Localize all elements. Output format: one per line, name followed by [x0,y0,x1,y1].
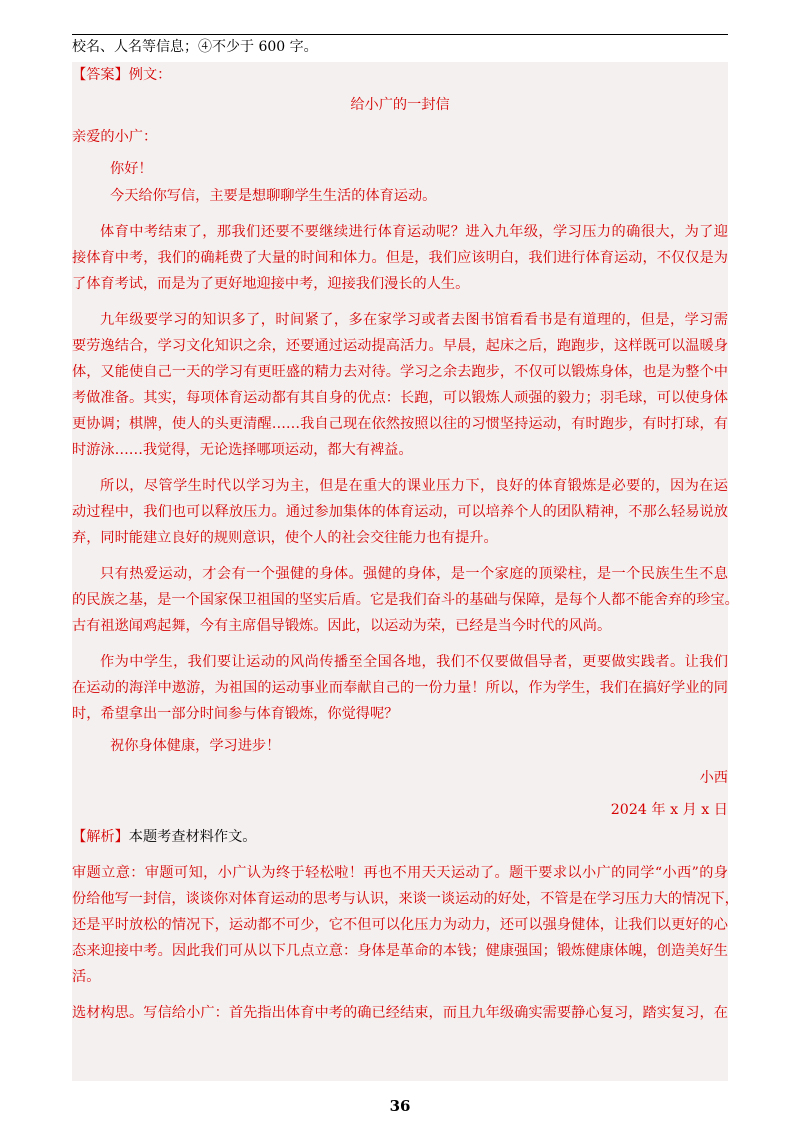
analysis-line: 选材构思。写信给小广：首先指出体育中考的确已经结束，而且九年级确实需要静心复习，踏实复习，在 [72,1005,728,1021]
analysis-tag: 【解析】 [72,829,129,845]
answer-heading [72,62,171,88]
essay-line: 体育中考结束了，那我们还要不要继续进行体育运动呢？进入九年级，学习压力的确很大，为了迎 [100,224,728,240]
essay-line: 动过程中，我们也可以释放压力。通过参加集体的体育运动，可以培养个人的团队精神，不那么轻易说放 [72,504,728,520]
essay-line: 了体育考试，而是为了更好地迎接中考，迎接我们漫长的人生。 [72,276,470,292]
closing-wish: 祝你身体健康，学习进步！ [110,738,281,754]
signature: 小西 [699,770,728,786]
analysis-intro: 本题考查材料作文。 [128,829,257,845]
essay-line: 九年级要学习的知识多了，时间紧了，多在家学习或者去图书馆看看书是有道理的，但是，学习需 [100,312,728,328]
analysis-line: 份给他写一封信，谈谈你对体育运动的思考与认识，来谈一谈运动的好处，不管是在学习压力大的情况下， [72,891,739,907]
essay-line: 只有热爱运动，才会有一个强健的身体。强健的身体，是一个家庭的顶梁柱，是一个民族生生不息 [100,566,728,582]
answer-section [72,62,739,1081]
essay-line: 古有祖逖闻鸡起舞，今有主席倡导锻炼。因此，以运动为荣，已经是当今时代的风尚。 [72,618,612,634]
greeting: 你好！ [110,161,153,177]
top-rule [72,34,728,35]
page-number: 36 [389,1097,411,1115]
letter-date: 2024 年 x 月 x 日 [610,802,728,818]
analysis-line: 活。 [72,969,101,985]
analysis-line: 审题立意：审题可知，小广认为终于轻松啦！再也不用天天运动了。题干要求以小广的同学“小西”的身 [72,865,728,881]
header-line: 校名、人名等信息；④不少于 600 字。 [72,39,318,55]
essay-line: 的民族之基，是一个国家保卫祖国的坚实后盾。它是我们奋斗的基础与保障，是每个人都不能舍弃的珍宝。 [72,592,739,608]
essay-line: 作为中学生，我们要让运动的风尚传播至全国各地，我们不仅要做倡导者，更要做实践者。让我们 [100,654,728,670]
analysis-heading [72,824,256,850]
essay-line: 今天给你写信，主要是想聊聊学生生活的体育运动。 [110,188,437,204]
analysis-line: 还是平时放松的情况下，运动都不可少，它不但可以化压力为动力，还可以强身健体，让我们以更好的心 [72,917,728,933]
essay-line: 时，希望拿出一部分时间参与体育锻炼，你觉得呢？ [72,706,399,722]
essay-line: 考做准备。其实，每项体育运动都有其自身的优点：长跑，可以锻炼人顽强的毅力；羽毛球，可以使身体 [72,390,728,406]
essay-line: 所以，尽管学生时代以学习为主，但是在重大的课业压力下，良好的体育锻炼是必要的，因为在运 [100,478,728,494]
essay-line: 弃，同时能建立良好的规则意识，使个人的社会交往能力也有提升。 [72,530,498,546]
essay-line: 体，又能使自己一天的学习有更旺盛的精力去对待。学习之余去跑步，不仅可以锻炼身体，也是为整个中 [72,364,728,380]
essay-line: 更协调；棋牌，使人的头更清醒……我自己现在依然按照以往的习惯坚持运动，有时跑步，有时打球，有 [72,416,728,432]
salutation: 亲爱的小广： [72,129,158,145]
essay-title: 给小广的一封信 [350,97,450,113]
essay-line: 在运动的海洋中遨游，为祖国的运动事业而奉献自己的一份力量！所以，作为学生，我们在搞好学业的同 [72,680,728,696]
answer-intro: 例文： [128,67,172,83]
essay-line: 要劳逸结合，学习文化知识之余，还要通过运动提高活力。早晨，起床之后，跑跑步，这样既可以温暖身 [72,338,728,354]
essay-line: 接体育中考，我们的确耗费了大量的时间和体力。但是，我们应该明白，我们进行体育运动，不仅仅是为 [72,250,728,266]
essay-line: 时游泳……我觉得，无论选择哪项运动，都大有裨益。 [72,442,413,458]
analysis-line: 态来迎接中考。因此我们可从以下几点立意：身体是革命的本钱；健康强国；锻炼健康体魄，创造美好生 [72,943,728,959]
answer-tag: 【答案】 [72,67,129,83]
